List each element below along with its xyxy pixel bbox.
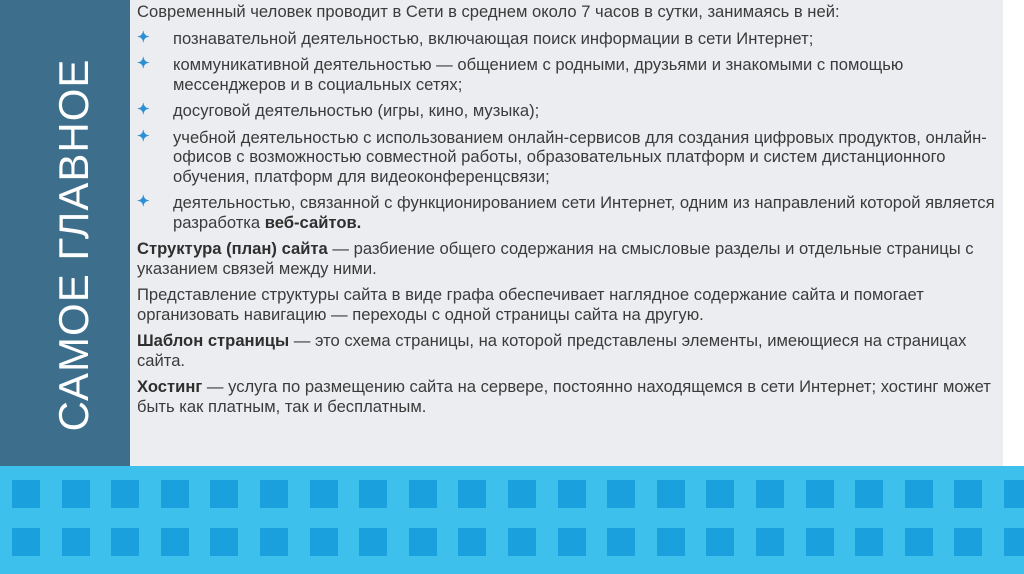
- definition-hosting: [137, 377, 999, 416]
- decorative-square: [657, 480, 685, 508]
- star-bullet-icon: ✦: [137, 28, 150, 46]
- list-item-bold-term: веб-сайтов.: [264, 212, 362, 232]
- decorative-square: [756, 480, 784, 508]
- decorative-square: [905, 528, 933, 556]
- star-bullet-icon: ✦: [137, 193, 150, 210]
- decorative-square: [458, 528, 486, 556]
- list-item-text: досуговой деятельностью (игры, кино, музыка);: [173, 101, 540, 120]
- star-bullet-icon: ✦: [137, 101, 150, 118]
- list-item-text: коммуникативной деятельностью — общением с родными, друзьями и знакомыми с помощью мессенджеров и в социальных сетях;: [173, 55, 904, 94]
- list-item-text: познавательной деятельностью, включающая поиск информации в сети Интернет;: [173, 28, 814, 48]
- square-row: [0, 528, 1024, 556]
- term: Хостинг: [137, 377, 203, 396]
- decorative-square: [1004, 480, 1024, 508]
- star-bullet-icon: ✦: [137, 55, 150, 72]
- decorative-square: [161, 480, 189, 508]
- definition-site-structure: [137, 239, 999, 278]
- decorative-square: [806, 480, 834, 508]
- paragraph-text: Представление структуры сайта в виде графа обеспечивает наглядное содержание сайта и помогает организовать навигацию — переходы с одной страницы сайта на другую.: [137, 285, 924, 324]
- decorative-square: [62, 528, 90, 556]
- decorative-square: [508, 480, 536, 508]
- decorative-square: [706, 480, 734, 508]
- term: Структура (план) сайта: [137, 239, 328, 258]
- decorative-square: [210, 480, 238, 508]
- decorative-square: [210, 528, 238, 556]
- decorative-square: [756, 528, 784, 556]
- paragraph-graph: [137, 285, 999, 324]
- decorative-square: [905, 480, 933, 508]
- list-item: [137, 128, 999, 187]
- decorative-square: [260, 480, 288, 508]
- list-item-text: учебной деятельностью с использованием онлайн-сервисов для создания цифровых продуктов, онлайн-офисов с возможностью совместной работы, образовательных платформ и систем дистанционного обучения, платформ для видеоконференцсвязи;: [173, 127, 987, 186]
- decorative-square: [111, 528, 139, 556]
- decorative-square: [260, 528, 288, 556]
- decorative-square: [409, 480, 437, 508]
- definition-text: — разбиение общего содержания на смысловые разделы и отдельные страницы с указанием связей между ними.: [137, 239, 974, 278]
- decorative-square: [409, 528, 437, 556]
- decorative-square: [558, 528, 586, 556]
- definition-text: — услуга по размещению сайта на сервере, постоянно находящемся в сети Интернет; хостинг может быть как платным, так и бесплатным.: [137, 377, 991, 416]
- decorative-square: [62, 480, 90, 508]
- definition-page-template: [137, 331, 999, 370]
- definition-text: — это схема страницы, на которой представлены элементы, имеющиеся на страницах сайта.: [137, 331, 967, 370]
- decorative-square-strip: [0, 466, 1024, 574]
- decorative-square: [12, 480, 40, 508]
- list-item: [137, 101, 999, 121]
- list-item: [137, 193, 999, 232]
- list-item-text: деятельностью, связанной с функционированием сети Интернет, одним из направлений которой является разработка: [173, 193, 995, 232]
- side-title: САМОЕ ГЛАВНОЕ: [50, 58, 97, 432]
- decorative-square: [310, 528, 338, 556]
- decorative-square: [310, 480, 338, 508]
- activity-list: [137, 29, 999, 233]
- term: Шаблон страницы: [137, 331, 290, 350]
- decorative-square: [12, 528, 40, 556]
- decorative-square: [558, 480, 586, 508]
- decorative-square: [359, 480, 387, 508]
- decorative-square: [161, 528, 189, 556]
- list-item: [137, 55, 999, 94]
- decorative-square: [855, 480, 883, 508]
- decorative-square: [359, 528, 387, 556]
- decorative-square: [954, 480, 982, 508]
- decorative-square: [111, 480, 139, 508]
- decorative-square: [508, 528, 536, 556]
- decorative-square: [806, 528, 834, 556]
- intro-text: Современный человек проводит в Сети в среднем около 7 часов в сутки, занимаясь в ней:: [137, 2, 840, 21]
- right-gutter: [1003, 0, 1024, 470]
- decorative-square: [657, 528, 685, 556]
- star-bullet-icon: ✦: [137, 127, 150, 145]
- slide-body: [137, 2, 999, 423]
- decorative-square: [706, 528, 734, 556]
- decorative-square: [607, 480, 635, 508]
- list-item: [137, 29, 999, 49]
- square-row: [0, 480, 1024, 508]
- decorative-square: [1004, 528, 1024, 556]
- decorative-square: [458, 480, 486, 508]
- decorative-square: [607, 528, 635, 556]
- decorative-square: [855, 528, 883, 556]
- decorative-square: [954, 528, 982, 556]
